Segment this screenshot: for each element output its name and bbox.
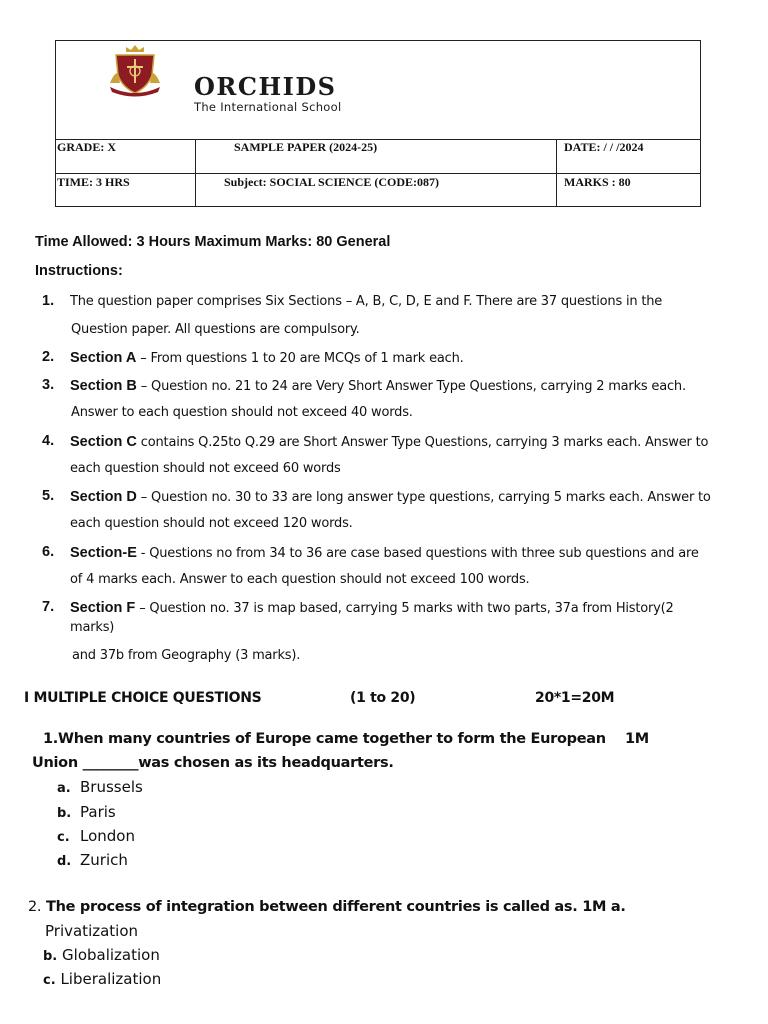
school-name: ORCHIDS	[194, 72, 337, 101]
question-1-option-b[interactable]: b. Paris	[57, 803, 116, 821]
time-cell: TIME: 3 HRS	[57, 175, 130, 189]
mcq-heading: I MULTIPLE CHOICE QUESTIONS	[24, 690, 262, 706]
question-1-option-c[interactable]: c. London	[57, 827, 135, 845]
paper-cell: SAMPLE PAPER (2024-25)	[234, 140, 378, 154]
question-2-option-a[interactable]: Privatization	[45, 922, 139, 940]
mcq-marks: 20*1=20M	[535, 690, 615, 706]
header-row-1	[56, 139, 700, 174]
logo-cell	[56, 41, 700, 140]
header-table	[55, 40, 701, 207]
school-subtitle: The International School	[194, 100, 342, 114]
instructions-title-line1: Time Allowed: 3 Hours Maximum Marks: 80 General	[35, 234, 391, 250]
marks-cell: MARKS : 80	[564, 175, 631, 189]
mcq-range: (1 to 20)	[350, 690, 416, 706]
question-1-line1: 1.When many countries of Europe came together to form the European	[43, 731, 606, 747]
grade-cell: GRADE: X	[57, 140, 116, 154]
question-1-option-d[interactable]: d. Zurich	[57, 851, 128, 869]
subject-cell: Subject: SOCIAL SCIENCE (CODE:087)	[224, 175, 440, 189]
date-cell: DATE: / / /2024	[564, 140, 644, 154]
question-2-option-b[interactable]: b. Globalization	[43, 946, 160, 964]
question-1-marks: 1M	[625, 731, 649, 747]
school-crest-icon	[108, 43, 162, 97]
instructions-title-line2: Instructions:	[35, 263, 123, 279]
question-1-line2: Union ________was chosen as its headquarters.	[32, 755, 394, 771]
school-brand	[194, 72, 342, 114]
question-2-text: 2. The process of integration between different countries is called as. 1M a.	[28, 899, 626, 915]
question-1-option-a[interactable]: a. Brussels	[57, 778, 143, 796]
question-2-option-c[interactable]: c. Liberalization	[43, 970, 162, 988]
header-row-2	[56, 173, 700, 207]
